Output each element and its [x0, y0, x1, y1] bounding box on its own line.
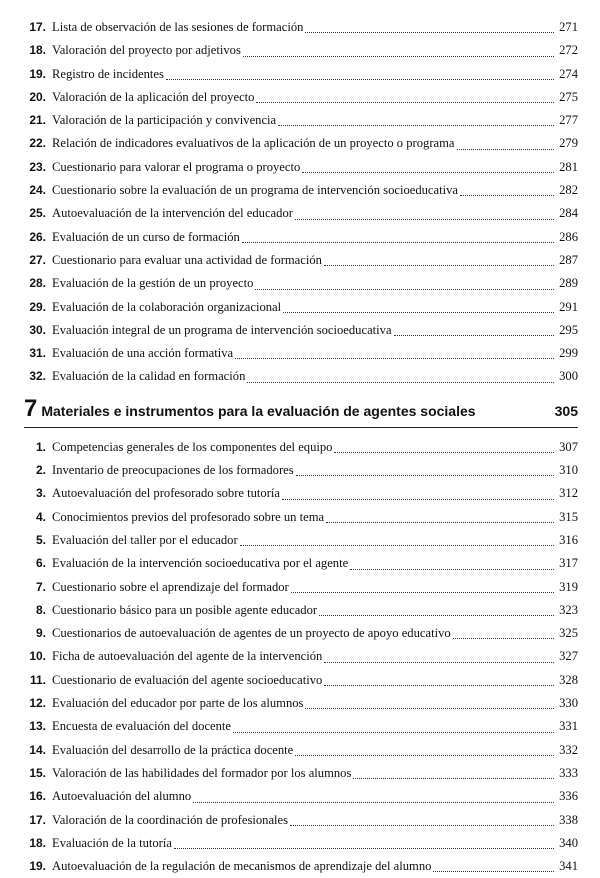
entry-number: 24.	[29, 183, 46, 198]
entry-page-number: 327	[559, 649, 578, 664]
toc-entry[interactable]	[24, 86, 578, 109]
dot-leader	[353, 778, 554, 779]
entry-page-number: 281	[559, 159, 578, 174]
dot-leader	[457, 149, 555, 150]
dot-leader	[290, 825, 554, 826]
toc-entry[interactable]	[24, 342, 578, 365]
dot-leader	[302, 172, 554, 173]
toc-entry[interactable]	[24, 226, 578, 249]
entry-title: Conocimientos previos del profesorado sobre un tema	[52, 509, 325, 524]
entry-page-number: 277	[559, 113, 578, 128]
entry-page-number: 272	[559, 43, 578, 58]
entry-number: 9.	[35, 626, 46, 641]
entry-number: 6.	[35, 556, 46, 571]
entry-number: 28.	[29, 276, 46, 291]
entry-page-number: 289	[559, 276, 578, 291]
dot-leader	[291, 592, 554, 593]
toc-entry[interactable]	[24, 832, 578, 855]
entry-title: Valoración de las habilidades del formador por los alumnos	[52, 765, 352, 780]
entry-title: Evaluación de un curso de formación	[52, 229, 240, 244]
entry-title: Registro de incidentes	[52, 66, 164, 81]
toc-entry[interactable]	[24, 482, 578, 505]
toc-entry[interactable]	[24, 365, 578, 388]
dot-leader	[278, 125, 554, 126]
toc-entry[interactable]	[24, 319, 578, 342]
entry-title: Cuestionario para evaluar una actividad de formación	[52, 252, 322, 267]
toc-entry[interactable]	[24, 529, 578, 552]
dot-leader	[324, 662, 554, 663]
dot-leader	[233, 732, 554, 733]
dot-leader	[350, 569, 554, 570]
dot-leader	[240, 545, 554, 546]
entry-number: 14.	[29, 742, 46, 757]
dot-leader	[324, 685, 554, 686]
entry-number: 19.	[29, 859, 46, 874]
dot-leader	[326, 522, 554, 523]
entry-number: 5.	[35, 532, 46, 547]
entry-page-number: 331	[559, 719, 578, 734]
dot-leader	[460, 195, 554, 196]
entry-number: 8.	[35, 602, 46, 617]
entry-number: 22.	[29, 136, 46, 151]
entry-title: Evaluación de la calidad en formación	[52, 369, 246, 384]
entry-title: Valoración de la aplicación del proyecto	[52, 89, 255, 104]
entry-number: 21.	[29, 113, 46, 128]
chapter-page-number: 305	[554, 402, 578, 419]
toc-entry[interactable]	[24, 132, 578, 155]
entry-number: 16.	[29, 789, 46, 804]
dot-leader	[305, 708, 554, 709]
toc-entry[interactable]	[24, 739, 578, 762]
toc-entry[interactable]	[24, 179, 578, 202]
entry-title: Competencias generales de los componentes del equipo	[52, 439, 333, 454]
entry-page-number: 315	[559, 509, 578, 524]
toc-entry[interactable]	[24, 692, 578, 715]
toc-entry[interactable]	[24, 576, 578, 599]
toc-entry[interactable]	[24, 645, 578, 668]
entry-title: Lista de observación de las sesiones de formación	[52, 20, 304, 34]
entry-number: 32.	[29, 369, 46, 384]
entry-title: Cuestionario para valorar el programa o proyecto	[52, 159, 301, 174]
entry-title: Evaluación de la tutoría	[52, 835, 172, 850]
dot-leader	[394, 335, 554, 336]
entry-page-number: 316	[559, 532, 578, 547]
entry-page-number: 340	[559, 835, 578, 850]
entry-title: Cuestionario sobre el aprendizaje del formador	[52, 579, 289, 594]
toc-entry[interactable]	[24, 809, 578, 832]
entry-number: 29.	[29, 299, 46, 314]
dot-leader	[243, 56, 554, 57]
dot-leader	[295, 219, 554, 220]
entry-title: Cuestionarios de autoevaluación de agentes de un proyecto de apoyo educativo	[52, 626, 451, 641]
entry-number: 7.	[35, 579, 46, 594]
entry-page-number: 295	[559, 322, 578, 337]
toc-section-previous	[24, 16, 578, 389]
entry-title: Relación de indicadores evaluativos de la aplicación de un proyecto o programa	[52, 136, 455, 151]
toc-entry[interactable]	[24, 249, 578, 272]
entry-page-number: 279	[559, 136, 578, 151]
entry-title: Valoración del proyecto por adjetivos	[52, 43, 241, 58]
entry-page-number: 332	[559, 742, 578, 757]
entry-title: Autoevaluación de la intervención del educador	[52, 206, 293, 221]
entry-page-number: 274	[559, 66, 578, 81]
chapter-title: Materiales e instrumentos para la evaluación de agentes sociales	[41, 402, 476, 419]
toc-entry[interactable]	[24, 785, 578, 808]
entry-page-number: 284	[559, 206, 578, 221]
dot-leader	[247, 382, 554, 383]
entry-number: 3.	[35, 486, 46, 501]
entry-title: Autoevaluación de la regulación de mecanismos de aprendizaje del alumno	[52, 859, 432, 874]
entry-page-number: 310	[559, 463, 578, 478]
entry-title: Inventario de preocupaciones de los formadores	[52, 463, 294, 478]
toc-section-chapter-7	[24, 436, 578, 878]
entry-title: Encuesta de evaluación del docente	[52, 719, 232, 734]
entry-title: Valoración de la participación y convivencia	[52, 113, 277, 128]
dot-leader	[256, 102, 554, 103]
toc-page	[24, 16, 578, 878]
dot-leader	[242, 242, 554, 243]
entry-number: 20.	[29, 89, 46, 104]
toc-entry[interactable]	[24, 762, 578, 785]
toc-entry[interactable]	[24, 16, 578, 39]
entry-page-number: 271	[559, 20, 578, 34]
dot-leader	[334, 452, 554, 453]
toc-entry[interactable]	[24, 272, 578, 295]
entry-title: Cuestionario básico para un posible agente educador	[52, 602, 318, 617]
entry-title: Valoración de la coordinación de profesionales	[52, 812, 289, 827]
entry-page-number: 300	[559, 369, 578, 384]
dot-leader	[193, 802, 554, 803]
toc-entry[interactable]	[24, 436, 578, 459]
entry-page-number: 336	[559, 789, 578, 804]
entry-number: 25.	[29, 206, 46, 221]
entry-page-number: 291	[559, 299, 578, 314]
entry-number: 2.	[35, 463, 46, 478]
entry-title: Ficha de autoevaluación del agente de la intervención	[52, 649, 323, 664]
toc-entry[interactable]	[24, 459, 578, 482]
dot-leader	[453, 638, 554, 639]
entry-page-number: 287	[559, 252, 578, 267]
toc-entry[interactable]	[24, 63, 578, 86]
dot-leader	[174, 848, 554, 849]
entry-title: Evaluación del educador por parte de los alumnos	[52, 696, 304, 711]
entry-page-number: 286	[559, 229, 578, 244]
dot-leader	[433, 871, 554, 872]
entry-title: Cuestionario de evaluación del agente socioeducativo	[52, 672, 323, 687]
entry-title: Evaluación integral de un programa de intervención socioeducativa	[52, 322, 392, 337]
entry-number: 17.	[29, 20, 46, 34]
entry-page-number: 328	[559, 672, 578, 687]
toc-entry[interactable]	[24, 202, 578, 225]
entry-page-number: 333	[559, 765, 578, 780]
entry-number: 18.	[29, 43, 46, 58]
entry-number: 31.	[29, 346, 46, 361]
chapter-heading[interactable]	[24, 394, 578, 428]
dot-leader	[295, 755, 554, 756]
toc-entry[interactable]	[24, 296, 578, 319]
toc-entry[interactable]	[24, 39, 578, 62]
toc-entry[interactable]	[24, 156, 578, 179]
dot-leader	[324, 265, 554, 266]
entry-page-number: 330	[559, 696, 578, 711]
entry-title: Autoevaluación del alumno	[52, 789, 192, 804]
entry-page-number: 325	[559, 626, 578, 641]
dot-leader	[282, 499, 554, 500]
entry-title: Evaluación de la intervención socioeducativa por el agente	[52, 556, 349, 571]
dot-leader	[283, 312, 554, 313]
toc-entry[interactable]	[24, 669, 578, 692]
entry-title: Evaluación de una acción formativa	[52, 346, 234, 361]
dot-leader	[296, 475, 554, 476]
entry-page-number: 317	[559, 556, 578, 571]
toc-entry[interactable]	[24, 109, 578, 132]
entry-number: 10.	[29, 649, 46, 664]
entry-title: Evaluación del taller por el educador	[52, 532, 238, 547]
entry-number: 27.	[29, 252, 46, 267]
entry-number: 1.	[35, 439, 46, 454]
entry-title: Cuestionario sobre la evaluación de un programa de intervención socioeducativa	[52, 183, 459, 198]
dot-leader	[255, 289, 554, 290]
entry-number: 15.	[29, 765, 46, 780]
entry-page-number: 312	[559, 486, 578, 501]
toc-entry[interactable]	[24, 855, 578, 878]
toc-entry[interactable]	[24, 622, 578, 645]
entry-number: 23.	[29, 159, 46, 174]
entry-page-number: 282	[559, 183, 578, 198]
entry-page-number: 299	[559, 346, 578, 361]
entry-page-number: 341	[559, 859, 578, 874]
toc-entry[interactable]	[24, 599, 578, 622]
dot-leader	[166, 79, 554, 80]
entry-number: 19.	[29, 66, 46, 81]
entry-page-number: 319	[559, 579, 578, 594]
entry-number: 18.	[29, 835, 46, 850]
entry-number: 26.	[29, 229, 46, 244]
entry-page-number: 307	[559, 439, 578, 454]
entry-number: 30.	[29, 322, 46, 337]
toc-entry[interactable]	[24, 552, 578, 575]
dot-leader	[235, 358, 554, 359]
chapter-number: 7	[24, 394, 38, 422]
dot-leader	[319, 615, 554, 616]
entry-number: 12.	[29, 696, 46, 711]
entry-page-number: 275	[559, 89, 578, 104]
entry-page-number: 338	[559, 812, 578, 827]
dot-leader	[305, 32, 554, 33]
entry-number: 11.	[29, 672, 46, 687]
entry-title: Evaluación de la gestión de un proyecto	[52, 276, 254, 291]
entry-title: Evaluación de la colaboración organizacional	[52, 299, 282, 314]
entry-number: 13.	[29, 719, 46, 734]
entry-number: 4.	[35, 509, 46, 524]
toc-entry[interactable]	[24, 506, 578, 529]
entry-number: 17.	[29, 812, 46, 827]
entry-page-number: 323	[559, 602, 578, 617]
toc-entry[interactable]	[24, 715, 578, 738]
entry-title: Evaluación del desarrollo de la práctica docente	[52, 742, 294, 757]
entry-title: Autoevaluación del profesorado sobre tutoría	[52, 486, 281, 501]
